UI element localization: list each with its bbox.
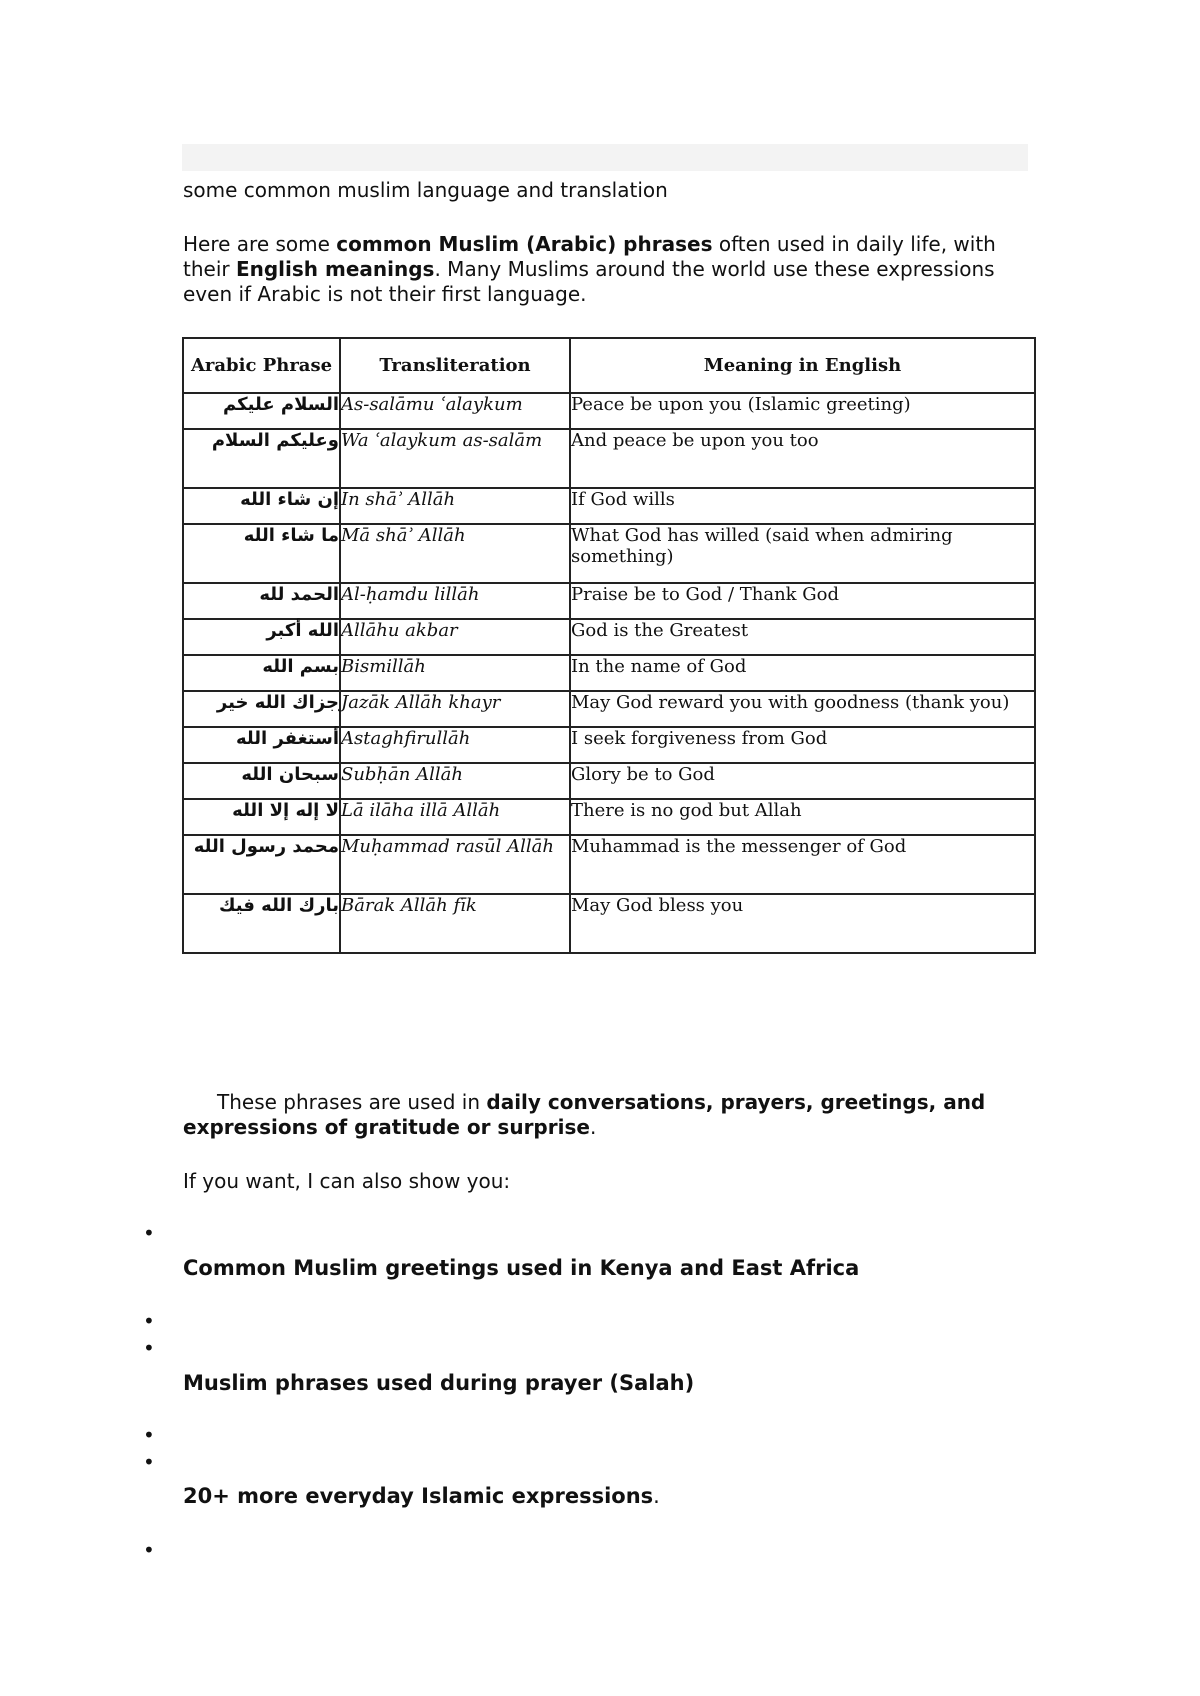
- arabic-cell: إن شاء الله: [183, 488, 340, 524]
- table-row: [183, 524, 1035, 583]
- bullet-icon: •: [143, 1538, 155, 1562]
- table-row: [183, 655, 1035, 691]
- table-row: [183, 488, 1035, 524]
- highlight-bar: [182, 144, 1028, 171]
- meaning-cell: Muhammad is the messenger of God: [570, 835, 1035, 894]
- intro-paragraph: [183, 232, 1033, 307]
- closing-paragraph: [183, 1090, 1043, 1140]
- arabic-cell: ما شاء الله: [183, 524, 340, 583]
- transliteration-cell: Astaghfirullāh: [340, 727, 570, 763]
- transliteration-cell: Bārak Allāh fīk: [340, 894, 570, 953]
- intro-text: . Many Muslims around the world use these expressions even if Arabic is not their first language.: [183, 257, 995, 306]
- meaning-cell: And peace be upon you too: [570, 429, 1035, 488]
- intro-text: Here are some: [183, 232, 337, 256]
- arabic-cell: جزاك الله خير: [183, 691, 340, 727]
- bullet-icon: •: [143, 1450, 155, 1474]
- meaning-cell: If God wills: [570, 488, 1035, 524]
- bullet-icon: •: [143, 1221, 155, 1245]
- table-row: [183, 763, 1035, 799]
- meaning-cell: In the name of God: [570, 655, 1035, 691]
- table-row: [183, 619, 1035, 655]
- meaning-cell: Glory be to God: [570, 763, 1035, 799]
- table-row: [183, 429, 1035, 488]
- table-row: [183, 835, 1035, 894]
- header-meaning: Meaning in English: [570, 338, 1035, 393]
- phrases-table: [182, 337, 1036, 954]
- transliteration-cell: Wa ʿalaykum as-salām: [340, 429, 570, 488]
- option-kenya-greetings: [183, 1254, 859, 1282]
- transliteration-cell: Lā ilāha illā Allāh: [340, 799, 570, 835]
- option-more-expressions: [183, 1482, 660, 1510]
- arabic-cell: الله أكبر: [183, 619, 340, 655]
- closing-text: These phrases are used in: [217, 1090, 487, 1114]
- arabic-cell: محمد رسول الله: [183, 835, 340, 894]
- table-row: [183, 799, 1035, 835]
- arabic-cell: السلام عليكم: [183, 393, 340, 429]
- transliteration-cell: Jazāk Allāh khayr: [340, 691, 570, 727]
- meaning-cell: May God reward you with goodness (thank you): [570, 691, 1035, 727]
- table-row: [183, 727, 1035, 763]
- meaning-cell: What God has willed (said when admiring something): [570, 524, 1035, 583]
- transliteration-cell: Allāhu akbar: [340, 619, 570, 655]
- option-label: 20+ more everyday Islamic expressions: [183, 1484, 654, 1508]
- transliteration-cell: As-salāmu ʿalaykum: [340, 393, 570, 429]
- table-header-row: [183, 338, 1035, 393]
- arabic-cell: لا إله إلا الله: [183, 799, 340, 835]
- arabic-cell: الحمد لله: [183, 583, 340, 619]
- transliteration-cell: Bismillāh: [340, 655, 570, 691]
- meaning-cell: I seek forgiveness from God: [570, 727, 1035, 763]
- table-row: [183, 691, 1035, 727]
- transliteration-cell: In shāʾ Allāh: [340, 488, 570, 524]
- meaning-cell: Peace be upon you (Islamic greeting): [570, 393, 1035, 429]
- bullet-icon: •: [143, 1423, 155, 1447]
- meaning-cell: God is the Greatest: [570, 619, 1035, 655]
- table-row: [183, 393, 1035, 429]
- arabic-cell: بسم الله: [183, 655, 340, 691]
- meaning-cell: Praise be to God / Thank God: [570, 583, 1035, 619]
- intro-bold: common Muslim (Arabic) phrases: [336, 232, 713, 256]
- transliteration-cell: Subḥān Allāh: [340, 763, 570, 799]
- table-row: [183, 894, 1035, 953]
- document-title: some common muslim language and translation: [183, 178, 668, 202]
- meaning-cell: May God bless you: [570, 894, 1035, 953]
- intro-bold: English meanings: [235, 257, 435, 281]
- arabic-cell: سبحان الله: [183, 763, 340, 799]
- closing-bold: daily conversations, prayers, greetings, and expressions of gratitude or surprise: [183, 1090, 986, 1139]
- option-prayer-phrases: [183, 1369, 694, 1397]
- header-transliteration: Transliteration: [340, 338, 570, 393]
- transliteration-cell: Muḥammad rasūl Allāh: [340, 835, 570, 894]
- bullet-icon: •: [143, 1336, 155, 1360]
- arabic-cell: بارك الله فيك: [183, 894, 340, 953]
- option-label: Common Muslim greetings used in Kenya and East Africa: [183, 1256, 860, 1280]
- arabic-cell: وعليكم السلام: [183, 429, 340, 488]
- intro-text: often used in daily life, with their: [183, 232, 996, 281]
- meaning-cell: There is no god but Allah: [570, 799, 1035, 835]
- option-suffix: .: [653, 1484, 660, 1508]
- offer-line: If you want, I can also show you:: [183, 1169, 511, 1193]
- transliteration-cell: Al-ḥamdu lillāh: [340, 583, 570, 619]
- closing-text: .: [589, 1115, 597, 1139]
- option-label: Muslim phrases used during prayer (Salah): [183, 1371, 695, 1395]
- bullet-icon: •: [143, 1309, 155, 1333]
- header-arabic-phrase: Arabic Phrase: [183, 338, 340, 393]
- table-row: [183, 583, 1035, 619]
- transliteration-cell: Mā shāʾ Allāh: [340, 524, 570, 583]
- arabic-cell: أستغفر الله: [183, 727, 340, 763]
